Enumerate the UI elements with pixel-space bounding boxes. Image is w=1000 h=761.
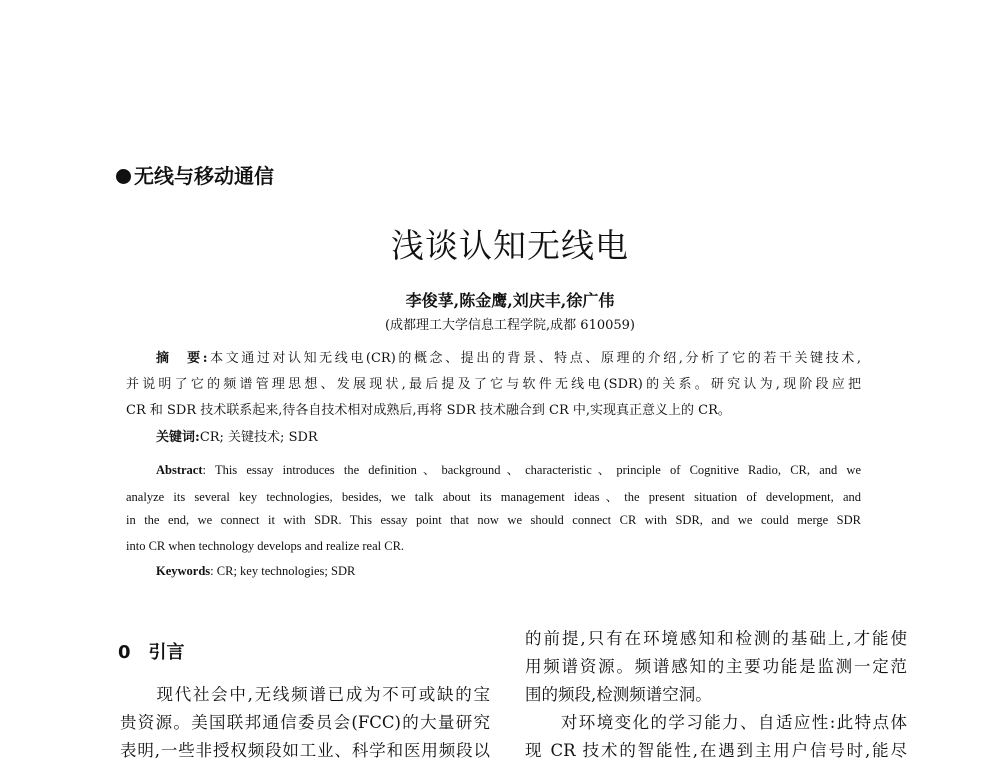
keywords-cn-text: CR; 关键技术; SDR — [199, 430, 318, 445]
abstract-en-line — [156, 460, 861, 480]
keywords-cn-label: 关键词: — [156, 430, 200, 445]
keywords-en-label: Keywords — [156, 564, 211, 578]
affiliation: (成都理工大学信息工程学院,成都 610059) — [384, 318, 636, 333]
intro-heading: 0 引言 — [118, 642, 185, 663]
body-line: 的前提,只有在环境感知和检测的基础上,才能使 — [525, 629, 907, 648]
abstract-cn-line: 并说明了它的频谱管理思想、发展现状,最后提及了它与软件无线电(SDR)的关系。研究认为,现阶段应把 — [126, 377, 861, 392]
keywords-en-text: : CR; key technologies; SDR — [210, 564, 356, 578]
body-line: 对环境变化的学习能力、自适应性:此特点体 — [525, 713, 907, 732]
abstract-en-line: into CR when technology develops and realize real CR. — [126, 539, 405, 553]
keywords-cn — [156, 426, 891, 446]
abstract-cn-line — [156, 347, 861, 367]
abstract-en-label: Abstract — [156, 463, 203, 477]
abstract-cn-label: 摘 要: — [156, 351, 208, 366]
section-header-text: 无线与移动通信 — [134, 164, 274, 188]
abstract-en-line: analyze its several key technologies, besides, we talk about its management ideas、the present situation of development, and — [126, 490, 861, 504]
body-line: 表明,一些非授权频段如工业、科学和医用频段以 — [120, 741, 490, 760]
abstract-cn-line: CR 和 SDR 技术联系起来,待各自技术相对成熟后,再将 SDR 技术融合到 CR 中,实现真正意义上的 CR。 — [126, 403, 731, 418]
bullet-icon — [116, 169, 131, 184]
abstract-cn-text: 本文通过对认知无线电(CR)的概念、提出的背景、特点、原理的介绍,分析了它的若干关键技术, — [207, 351, 861, 366]
body-line: 贵资源。美国联邦通信委员会(FCC)的大量研究 — [120, 713, 490, 732]
section-header — [116, 160, 274, 189]
abstract-en-line: in the end, we connect it with SDR. This essay point that now we should connect CR with SDR, and we could merge SDR — [126, 513, 861, 527]
body-line: 现代社会中,无线频谱已成为不可或缺的宝 — [120, 685, 490, 704]
keywords-en — [156, 564, 891, 584]
body-line: 围的频段,检测频谱空洞。 — [525, 685, 712, 704]
abstract-en-text: : This essay introduces the definition、background、characteristic、principle of Cognitive Radio, CR, and we — [202, 463, 861, 477]
body-line: 现 CR 技术的智能性,在遇到主用户信号时,能尽 — [525, 741, 907, 760]
authors: 李俊莩,陈金鹰,刘庆丰,徐广伟 — [405, 291, 615, 310]
body-line: 用频谱资源。频谱感知的主要功能是监测一定范 — [525, 657, 907, 676]
paper-title: 浅谈认知无线电 — [391, 226, 629, 265]
